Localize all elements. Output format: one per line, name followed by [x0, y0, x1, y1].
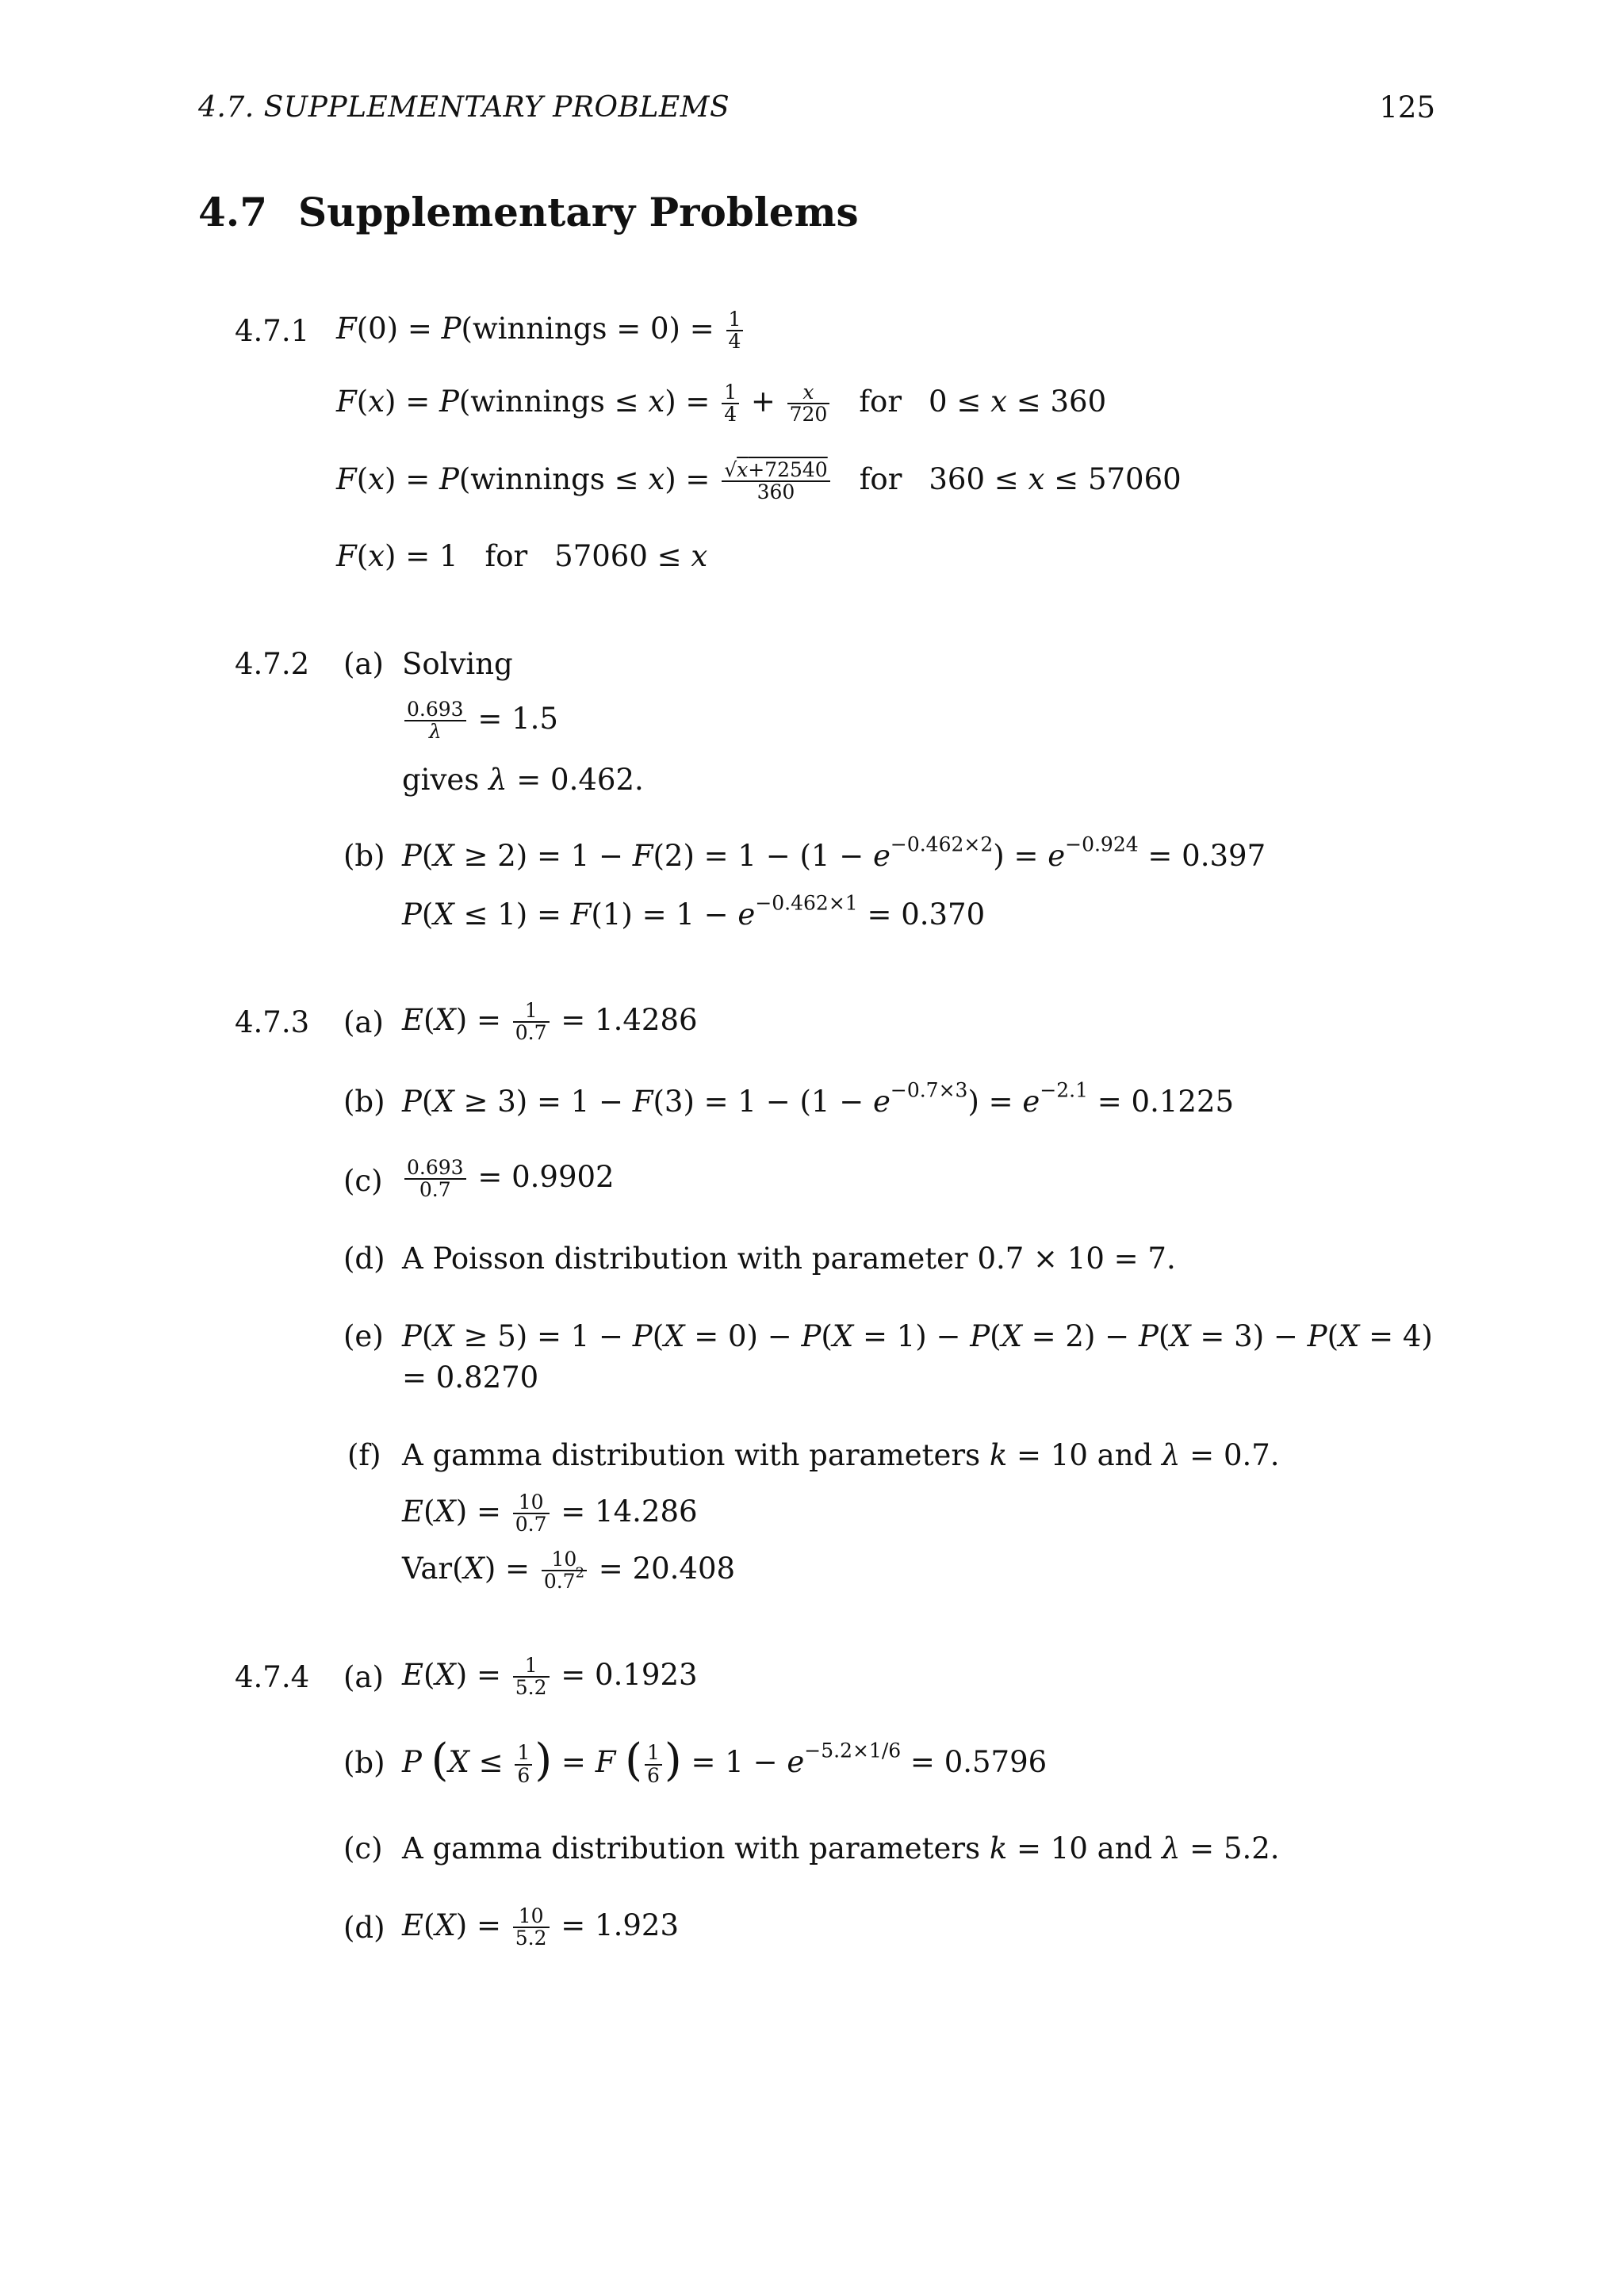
part-label: (a)	[343, 1005, 384, 1039]
equation-line: P (X ≤ $\frac{1}{6}$ ) = F ( $\frac{1}{6}$ ) = $1 - e^{-5.2\times 1/6} = 0.5796$	[402, 1735, 1048, 1787]
part-label: (e)	[343, 1319, 384, 1353]
part-label: (c)	[343, 1831, 383, 1866]
page-number: 125	[1379, 90, 1435, 124]
equation-line: E(X) = $\frac{1}{0.7}$ = 1.4286	[402, 999, 698, 1045]
text-line: A gamma distribution with parameters k = 10 and λ = 0.7.	[402, 1438, 1280, 1472]
equation-line: E(X) = $\frac{10}{0.7}$ = 14.286	[402, 1490, 698, 1536]
equation-line: Var(X) = $\frac{10}{0.7^2}$ = 20.408	[402, 1548, 736, 1594]
problem-number: 4.7.1	[235, 314, 310, 348]
part-label: (f)	[347, 1438, 381, 1472]
equation-line: F(0) = P(winnings = 0) = $\frac{1}{4}$	[336, 309, 745, 353]
part-label: (b)	[343, 839, 385, 873]
equation-line: $P(X \ge 3) = 1 - F(3) = 1 - (1 - e^{-0.7\times 3}) = e^{-2.1} = 0.1225$	[402, 1078, 1235, 1119]
equation-line: P(X ≥ 5) = 1 − P(X = 0) − P(X = 1) − P(X = 2) − P(X = 3) − P(X = 4)	[402, 1319, 1433, 1353]
equation-line: F(x) = P(winnings ≤ x) = $\frac{1}{4}$ + $\frac{x}{720}$ for 0 ≤ x ≤ 360	[336, 381, 1107, 427]
equation-line: gives λ = 0.462.	[402, 763, 644, 797]
equation-line: $\frac{0.693}{\lambda}$ = 1.5	[402, 699, 558, 743]
equation-line: E(X) = $\frac{10}{5.2}$ = 1.923	[402, 1904, 679, 1950]
part-label: (d)	[343, 1242, 385, 1276]
problem-number: 4.7.2	[235, 647, 310, 681]
equation-line: $P(X \le 1) = F(1) = 1 - e^{-0.462\times 1} = 0.370$	[402, 891, 986, 932]
part-label: (b)	[343, 1746, 385, 1780]
section-title: Supplementary Problems	[298, 189, 859, 235]
text-line: Solving	[402, 647, 513, 681]
part-label: (d)	[343, 1911, 385, 1945]
running-header-title: 4.7. SUPPLEMENTARY PROBLEMS	[198, 91, 730, 124]
part-label: (a)	[343, 647, 384, 681]
equation-line: $P(X \ge 2) = 1 - F(2) = 1 - (1 - e^{-0.462\times 2}) = e^{-0.924} = 0.397$	[402, 832, 1266, 873]
text-line: A Poisson distribution with parameter 0.7 × 10 = 7.	[402, 1242, 1176, 1276]
equation-line: F(x) = 1 for 57060 ≤ x	[336, 539, 708, 573]
text-line: A gamma distribution with parameters k = 10 and λ = 5.2.	[402, 1831, 1280, 1866]
problem-number: 4.7.4	[235, 1660, 310, 1694]
part-label: (a)	[343, 1660, 384, 1694]
part-label: (c)	[343, 1164, 383, 1198]
section-number: 4.7	[198, 189, 267, 235]
part-label: (b)	[343, 1085, 385, 1119]
problem-number: 4.7.3	[235, 1005, 310, 1039]
equation-line: F(x) = P(winnings ≤ x) = $\frac{√x+72540}{360}$ for 360 ≤ x ≤ 57060	[336, 458, 1182, 504]
equation-line: E(X) = $\frac{1}{5.2}$ = 0.1923	[402, 1654, 698, 1700]
equation-line: = 0.8270	[402, 1360, 539, 1395]
equation-line: $\frac{0.693}{0.7}$ = 0.9902	[402, 1158, 615, 1201]
